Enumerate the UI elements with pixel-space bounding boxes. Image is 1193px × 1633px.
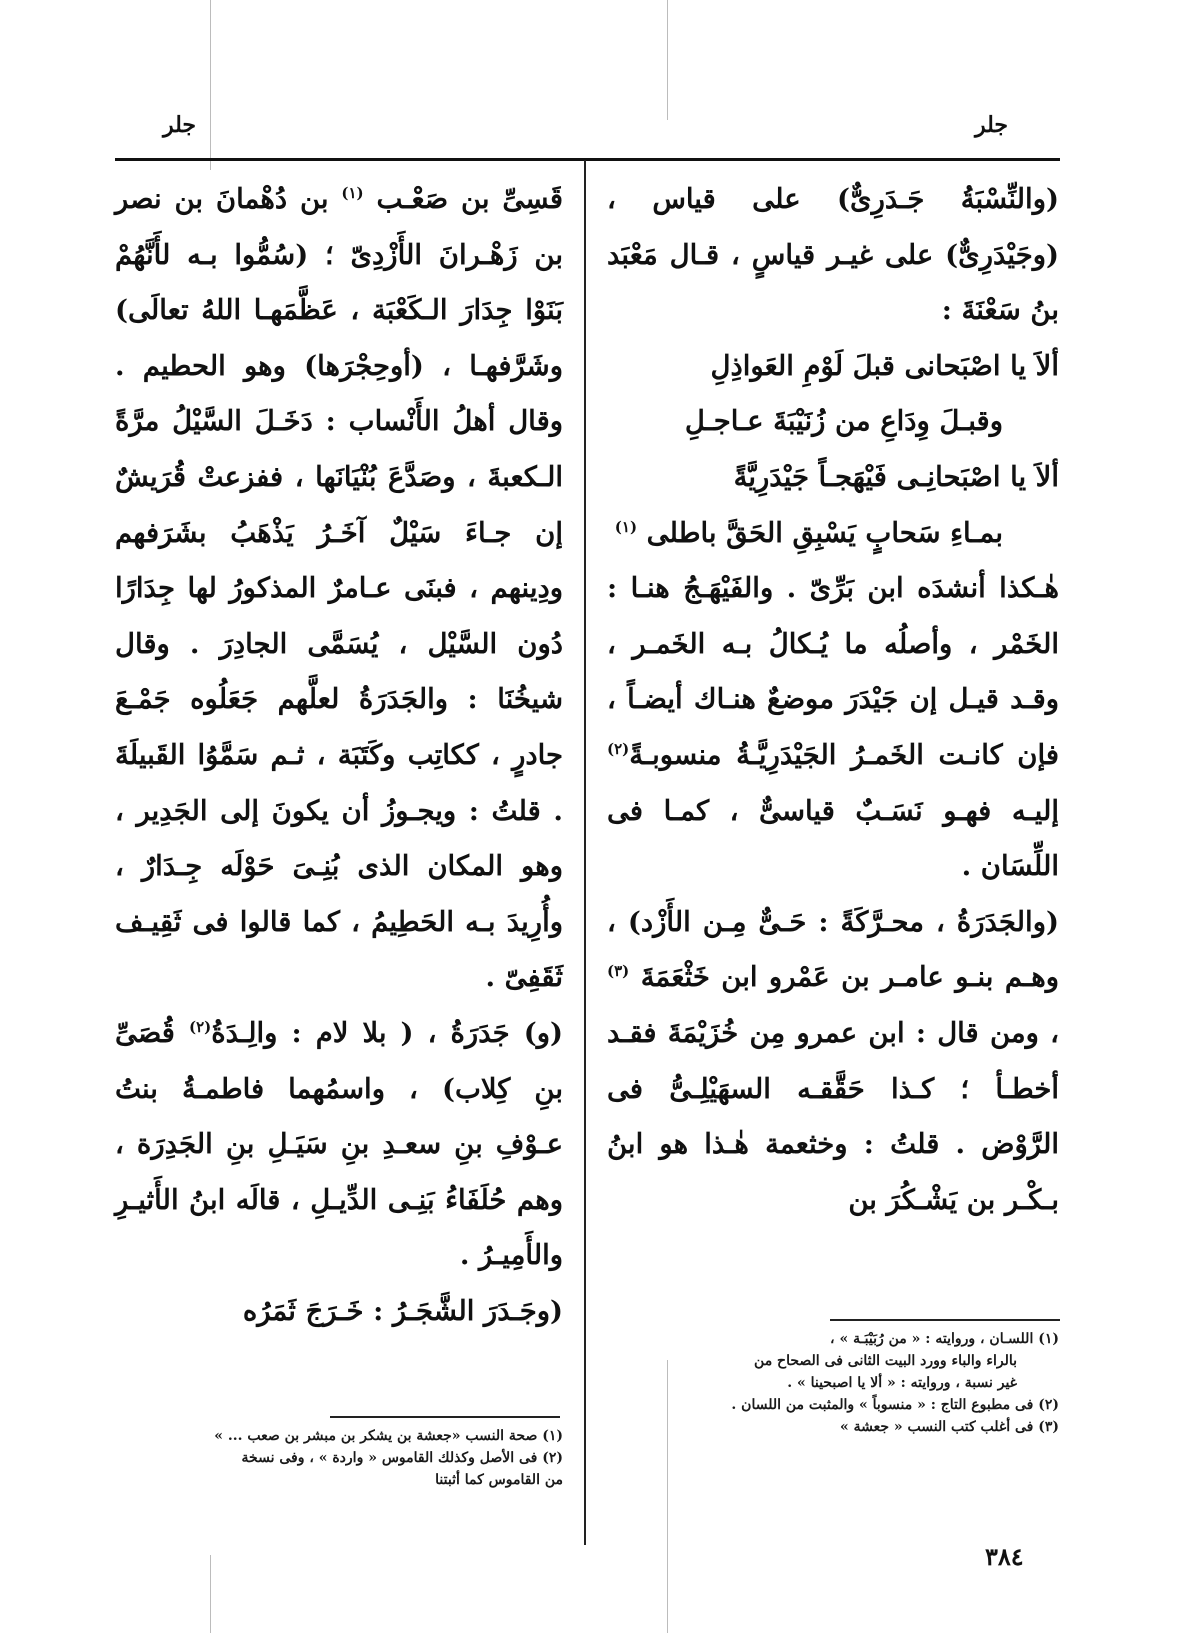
footnote-ref: (٢) bbox=[188, 1017, 212, 1036]
header-rule bbox=[115, 158, 1060, 161]
footnote-rule-right bbox=[830, 1319, 1060, 1321]
paragraph-text: إليـه فهـو نَسَـبٌ قياسىٌّ ، كمـا فى اللِّسَان . bbox=[607, 794, 1059, 883]
column-divider bbox=[584, 160, 586, 1545]
paragraph-jadara-shajar: (وجَـدَرَ الشَّجَـرُ : خَـرَجَ ثَمَرُه bbox=[242, 1294, 563, 1327]
paragraph-nisba: (والنِّسْبَةُ جَـدَرِىٌّ) على قياس ، (وجَيْدَرِىٌّ) على غيـر قياسٍ ، قـال مَعْبَد بنُ سَعْنَةَ : bbox=[607, 183, 1059, 327]
running-header-right: جلر bbox=[975, 112, 1009, 138]
scan-fold-line bbox=[210, 0, 211, 170]
page-number: ٣٨٤ bbox=[985, 1542, 1024, 1571]
paragraph-text: ، ومن قال : ابن عمرو مِن خُزَيْمَةَ فقـد أخطـأ ؛ كـذا حَقَّقـه السهَيْلِـىُّ فى الرَّوْض . قلتُ : وخثعمة هٰـذا هو ابنُ بـكْـر بن يَشْـكُرَ بن bbox=[607, 1016, 1059, 1216]
paragraph-fayhaj bbox=[607, 561, 1059, 895]
verse-line bbox=[607, 506, 1059, 562]
paragraph-text: هٰـكذا أنشدَه ابن بَرِّىّ . والفَيْهَـجُ هنـا : الخَمْر ، وأصلُه ما يُـكالُ بـه الخَمـر ، وقـد قيـل إن جَيْدَرَ موضعٌ هنـاك أيضـاً ، فإن كانـت الخَمـرُ الجَيْدَرِيَّـةُ منسوبـةً bbox=[607, 572, 1059, 771]
running-header-left: جلر bbox=[163, 112, 197, 138]
footnote-1: (١) صحة النسب «جعشة بن يشكر بن مبشر بن صعب ... » bbox=[214, 1428, 563, 1444]
footnote-1-cont: بالراء والباء وورد البيت الثانى فى الصحاح من bbox=[754, 1353, 1017, 1369]
verse-line: ألاَ يا اصْبَحانِـى فَيْهَجـاً جَيْدَرِيَّةً bbox=[733, 460, 1059, 493]
paragraph-text: قُصَىِّ بنِ كِلاب) ، واسمُهما فاطمـةُ بنتُ عـوْفِ بنِ سعـدِ بنِ سَيَـلِ بنِ الجَدِرَة ، وهم حُلَفَاءُ بَنِـى الدِّيـلِ ، قالَه ابنُ الأَثيـرِ والأَمِيـرُ . bbox=[115, 1016, 563, 1272]
footnote-2-cont: من القاموس كما أثبتنا bbox=[435, 1472, 563, 1488]
paragraph-jadara-mother bbox=[115, 1006, 563, 1284]
footnote-ref: (٣) bbox=[607, 962, 630, 981]
paragraph-text: (والجَدَرَةُ ، محـرَّكَةً : حَـىٌّ مِـن الأَزْد) ، وهـم بنـو عامـر بن عَمْرو ابن خَثْعَمَةَ bbox=[607, 905, 1059, 994]
footnote-2: (٢) فى مطبوع التاج : « منسوباً » والمثبت من اللسان . bbox=[731, 1397, 1059, 1413]
footnote-1: (١) اللسـان ، وروايته : « من رُبَيْبَـة » ، bbox=[830, 1331, 1059, 1347]
paragraph-continuation bbox=[115, 172, 563, 1006]
footnote-3: (٣) فى أغلب كتب النسب « جعشة » bbox=[839, 1419, 1059, 1435]
footnote-rule-left bbox=[330, 1416, 560, 1418]
footnote-ref: (١) bbox=[341, 183, 364, 202]
verse-line: ألاَ يا اصْبَحانى قبلَ لَوْمِ العَواذِلِ bbox=[710, 349, 1059, 382]
scan-fold-line bbox=[667, 0, 668, 120]
paragraph-text: قَسِىِّ بن صَعْـب bbox=[376, 183, 563, 215]
paragraph-text: (و) جَدَرَةُ ، ( بلا لام : والِـدَةُ bbox=[211, 1016, 563, 1049]
footnote-1-cont: غير نسبة ، وروايته : « ألا يا اصبحينا » . bbox=[787, 1375, 1017, 1391]
left-column bbox=[115, 172, 563, 1339]
paragraph-jadara bbox=[607, 895, 1059, 1229]
footnotes-left bbox=[115, 1425, 563, 1491]
footnotes-right bbox=[607, 1328, 1059, 1438]
footnote-ref: (١) bbox=[614, 517, 638, 536]
footnote-ref: (٢) bbox=[607, 739, 630, 758]
verse-text: بمـاءِ سَحابٍ يَسْبِقِ الحَقَّ باطلى bbox=[646, 516, 1003, 549]
verse-line: وقبـلَ وِدَاعِ من زُنَيْبَةَ عـاجـلِ bbox=[684, 405, 1003, 438]
right-column bbox=[607, 172, 1059, 1228]
footnote-2: (٢) فى الأصل وكذلك القاموس « واردة » ، وفى نسخة bbox=[241, 1450, 563, 1466]
paragraph-text: بن دُهْمانَ بن نصر بن زَهْـرانَ الأَزْدِىّ ؛ (سُمُّوا بـه لأَنَّهُمْ بَنَوْا جِدَارَ الـكَعْبَة ، عَظَّمَهـا اللهُ تعالَى) وشَرَّفهـا ، (أوحِجْرَها) وهو الحطيم . وقال أهلُ الأَنْساب : دَخَـلَ السَّيْلُ مرَّةً الـكعبةَ ، وصَدَّعَ بُنْيَانَها ، ففزعتْ قُرَيشٌ إن جـاءَ سَيْلٌ آخَـرُ يَذْهَبُ بشَرَفهم ودِينهم ، فبنَى عـامرٌ المذكورُ لها جِدَارًا دُون السَّيْل ، يُسَمَّى الجادِرَ . وقال شيخُنَا : والجَدَرَةُ لعلَّهم جَعَلُوه جَمْـعَ جادرٍ ، ككاتِب وكَتَبَة ، ثـم سَمَّوُا القَبيلَةَ . قلتُ : ويجـوزُ أن يكونَ إلى الجَدِير ، وهو المكان الذى بُنِـىَ حَوْلَه جِـدَارٌ ، وأُرِيدَ بـه الحَطِيمُ ، كما قالوا فى ثَقِيـف ثَقَفِىّ . bbox=[115, 183, 563, 994]
scan-fold-line bbox=[210, 1555, 211, 1633]
